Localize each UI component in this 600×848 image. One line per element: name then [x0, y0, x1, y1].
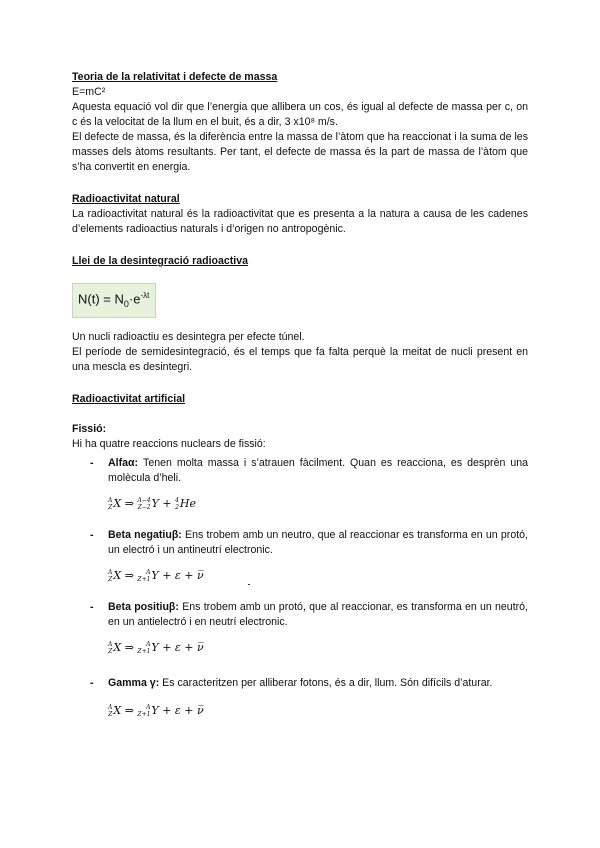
alpha-x-mass: A — [108, 496, 113, 504]
beta-positive-text: Ens trobem amb un protó, que al reaccionar, es transforma en un neutró, en un antielectró i en neutrí electronic. — [108, 600, 529, 628]
beta-positive-y: Y — [151, 640, 159, 654]
alpha-y-mass: A−4 — [137, 496, 151, 504]
decay-law-heading: Llei de la desintegració radioactiva — [72, 255, 249, 267]
relativity-paragraph-2: El defecte de massa, és la diferència entre la massa de l’àtom que ha reaccionat i la suma de les masses dels àtoms resultants. Per tant, el defecte de massa és la part de massa de l’àtom que s’ha convertit en energia. — [72, 131, 528, 173]
alpha-plus: + — [162, 496, 172, 510]
decay-law-paragraph-1: Un nucli radioactiu es desintegra per efecte túnel. — [72, 330, 305, 343]
fission-intro: Hi ha quatre reaccions nuclears de fissió: — [72, 437, 266, 450]
relativity-heading: Teoria de la relativitat i defecte de massa — [72, 71, 278, 83]
beta-negative-x: X — [113, 568, 122, 582]
list-item-gamma: - Gamma γ: Es caracteritzen per alliberar fotons, és a dir, llum. Són difícils d’aturar. A Z X ⇒ A Z+1 Y + ε + ν̅ — [72, 676, 528, 725]
beta-negative-y-number: Z+1 — [137, 575, 151, 583]
alpha-x: X — [113, 496, 122, 510]
beta-positive-y-number: Z+1 — [137, 647, 151, 655]
gamma-x-mass: A — [108, 703, 113, 711]
alpha-he: He — [179, 496, 197, 510]
beta-positive-label: Beta positiuβ: — [108, 600, 179, 613]
gamma-arrow: ⇒ — [124, 703, 134, 717]
alpha-y-number: Z−2 — [137, 503, 151, 511]
beta-negative-equation — [108, 568, 528, 590]
fission-subheading: Fissió: — [72, 422, 107, 435]
beta-negative-text: Ens trobem amb un neutro, que al reaccionar es transforma en un protó, un electró i un antineutrí electronic. — [108, 528, 528, 556]
natural-radioactivity-paragraph: La radioactivitat natural és la radioactivitat que es presenta a la natura a causa de les cadenes d’elements radioactius naturals i d’origen no antropogènic. — [72, 208, 528, 235]
gamma-x: X — [113, 703, 122, 717]
gamma-y: Y — [151, 703, 159, 717]
decay-formula-mid: ·e — [128, 291, 141, 307]
decay-law-paragraph-2: El període de semidesintegració, és el temps que fa falta perquè la meitat de nucli present en una mescla es desintegri. — [72, 345, 528, 373]
beta-positive-arrow: ⇒ — [124, 640, 134, 654]
beta-positive-x: X — [113, 640, 122, 654]
alpha-arrow: ⇒ — [124, 496, 134, 510]
natural-radioactivity-heading: Radioactivitat natural — [72, 193, 180, 205]
alpha-label: Alfaα: — [108, 456, 139, 469]
beta-negative-products: + ε + ν̅ — [162, 568, 204, 582]
gamma-x-number: Z — [108, 710, 113, 718]
beta-negative-label: Beta negatiuβ: — [108, 528, 182, 541]
gamma-y-mass: A — [146, 703, 151, 711]
list-item-beta-negative: - Beta negatiuβ: Ens trobem amb un neutro, que al reaccionar es transforma en un protó, un electró i un antineutrí electronic. A Z X ⇒ A Z+1 Y + ε + ν̅ — [72, 528, 528, 590]
alpha-y: Y — [151, 496, 159, 510]
beta-positive-products: + ε + ν̅ — [162, 640, 204, 654]
relativity-paragraph-1: Aquesta equació vol dir que l’energia que allibera un cos, és igual al defecte de massa per c, on c és la velocitat de la llum en el buit, és a dir, 3 x10⁸ m/s. — [72, 101, 528, 128]
beta-positive-equation — [108, 640, 528, 662]
gamma-y-number: Z+1 — [137, 710, 151, 718]
beta-positive-x-mass: A — [108, 640, 113, 648]
alpha-x-number: Z — [108, 503, 113, 511]
beta-negative-y-mass: A — [146, 568, 151, 576]
alpha-he-number: 2 — [175, 503, 179, 511]
list-item-beta-positive: - Beta positiuβ: Ens trobem amb un protó, que al reaccionar, es transforma en un neutró, en un antielectró i en neutrí electronic. A Z X ⇒ A Z+1 Y + ε + ν̅ — [72, 600, 528, 662]
beta-negative-arrow: ⇒ — [124, 568, 134, 582]
alpha-equation — [108, 496, 528, 518]
gamma-label: Gamma γ: — [108, 676, 160, 689]
decay-law-formula — [72, 283, 156, 318]
stray-mark — [248, 584, 250, 585]
beta-negative-x-mass: A — [108, 568, 113, 576]
document-page — [72, 70, 528, 735]
gamma-equation — [108, 703, 528, 725]
alpha-text: Tenen molta massa i s’atrauen fàcilment. Quan es reacciona, es desprèn una molècula d’heli. — [108, 456, 528, 484]
beta-negative-y: Y — [151, 568, 159, 582]
decay-formula-subscript: 0 — [123, 298, 129, 309]
decay-formula-exponent: -λt — [140, 291, 150, 300]
relativity-equation: E=mC² — [72, 86, 106, 98]
gamma-products: + ε + ν̅ — [162, 703, 204, 717]
beta-positive-y-mass: A — [146, 640, 151, 648]
gamma-text: Es caracteritzen per alliberar fotons, és a dir, llum. Són difícils d’aturar. — [159, 676, 493, 689]
alpha-he-mass: 4 — [175, 496, 179, 504]
artificial-radioactivity-heading: Radioactivitat artificial — [72, 392, 186, 405]
list-item-alpha: - Alfaα: Tenen molta massa i s’atrauen fàcilment. Quan es reacciona, es desprèn una molècula d’heli. A Z X ⇒ A−4 Z−2 Y + 4 2 He — [72, 456, 528, 518]
beta-negative-x-number: Z — [108, 575, 113, 583]
beta-positive-x-number: Z — [108, 647, 113, 655]
decay-formula-left: N(t) = N — [78, 291, 124, 307]
